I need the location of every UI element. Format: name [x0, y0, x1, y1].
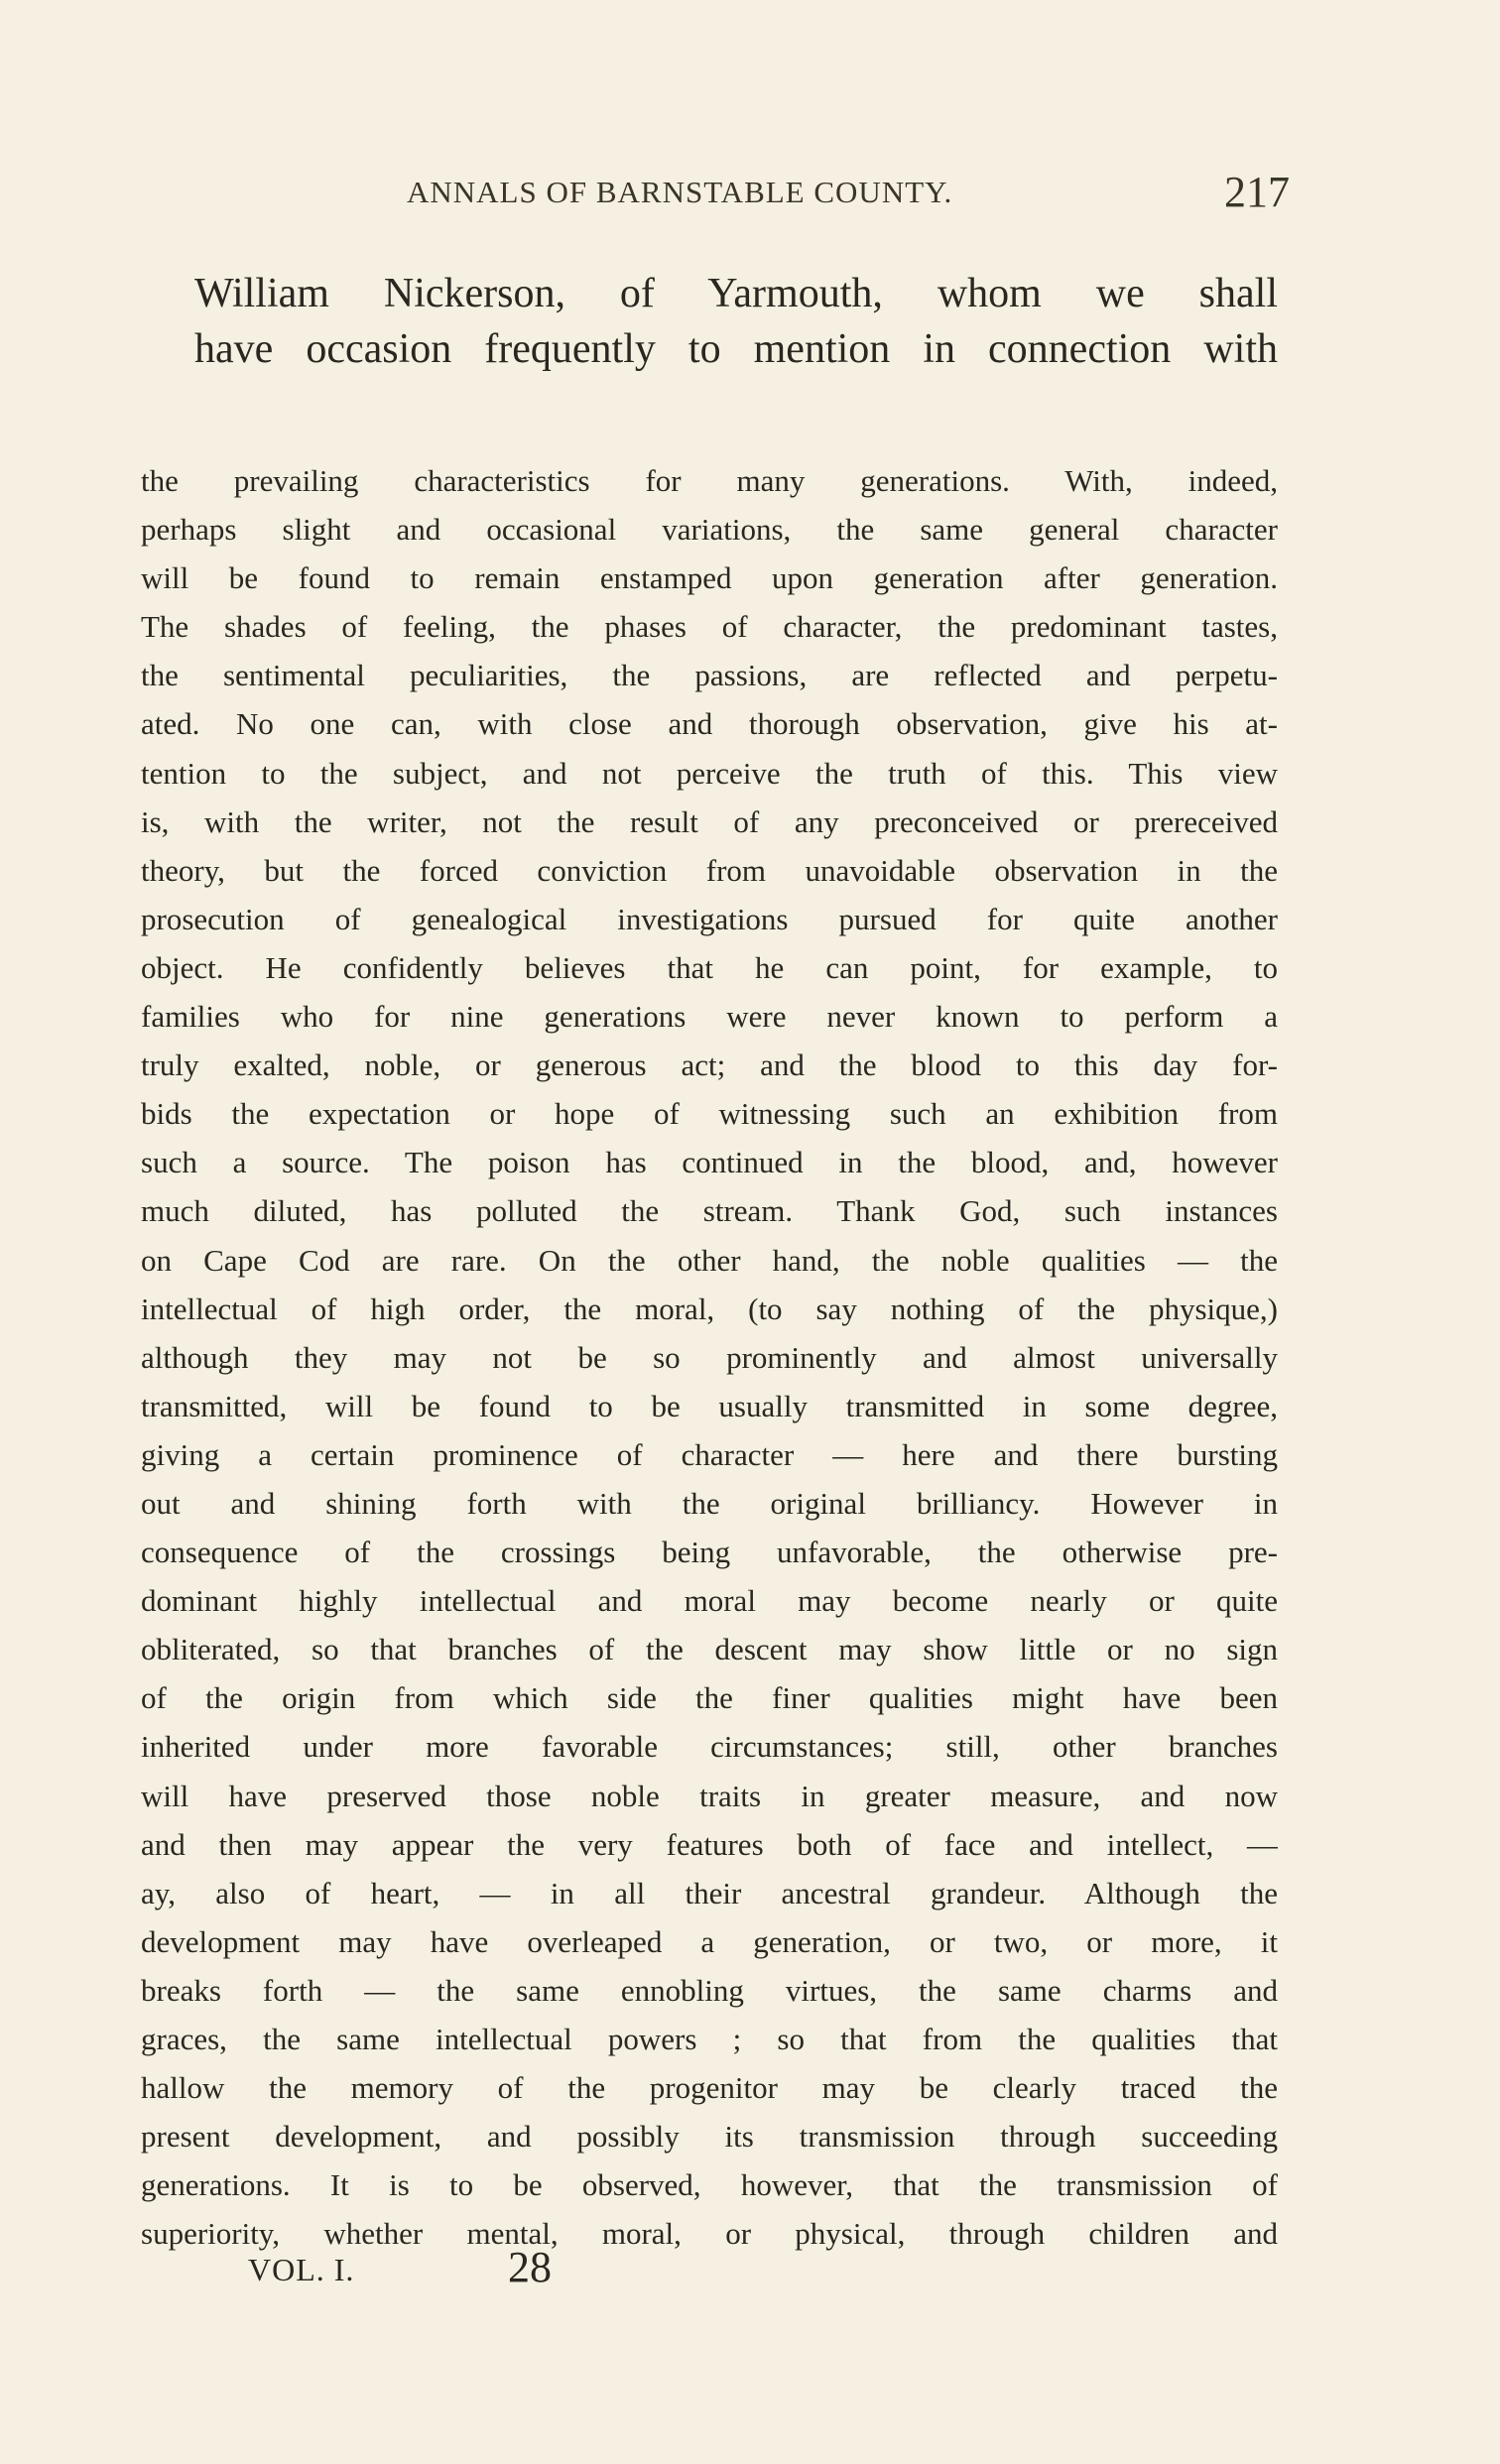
text-line: out and shining forth with the original brilliancy. However in [141, 1485, 1278, 1521]
sheet-number: 28 [508, 2243, 552, 2291]
text-line: development may have overleaped a generation, or two, or more, it [141, 1923, 1278, 1959]
text-line: will be found to remain enstamped upon generation after generation. [141, 560, 1278, 596]
page-header [407, 168, 1290, 220]
text-line: will have preserved those noble traits in greater measure, and now [141, 1778, 1278, 1813]
volume-signature: VOL. I. [248, 2252, 355, 2287]
text-line: inherited under more favorable circumstances; still, other branches [141, 1729, 1278, 1765]
text-line: superiority, whether mental, moral, or physical, through children and [141, 2216, 1278, 2252]
text-line: bids the expectation or hope of witnessing such an exhibition from [141, 1096, 1278, 1132]
text-line: theory, but the forced conviction from unavoidable observation in the [141, 852, 1278, 888]
text-line: object. He confidently believes that he can point, for example, to [141, 949, 1278, 985]
text-line: The shades of feeling, the phases of character, the predominant tastes, [141, 609, 1278, 645]
text-line: of the origin from which side the finer qualities might have been [141, 1680, 1278, 1716]
text-line: tention to the subject, and not perceive the truth of this. This view [141, 755, 1278, 791]
running-head: ANNALS OF BARNSTABLE COUNTY. [407, 175, 953, 209]
text-line: the prevailing characteristics for many generations. With, indeed, [141, 463, 1278, 498]
page-number: 217 [1224, 168, 1290, 216]
text-line: intellectual of high order, the moral, (to say nothing of the physique,) [141, 1291, 1278, 1326]
text-line: perhaps slight and occasional variations, the same general character [141, 512, 1278, 548]
intro-paragraph [194, 266, 1278, 377]
text-line: on Cape Cod are rare. On the other hand, the noble qualities — the [141, 1242, 1278, 1278]
page-footer [248, 2242, 843, 2301]
text-line: although they may not be so prominently and almost universally [141, 1339, 1278, 1375]
text-line: and then may appear the very features both of face and intellect, — [141, 1826, 1278, 1862]
text-line: dominant highly intellectual and moral may become nearly or quite [141, 1583, 1278, 1619]
text-line: graces, the same intellectual powers ; so that from the qualities that [141, 2022, 1278, 2056]
text-line: generations. It is to be observed, however, that the transmission of [141, 2167, 1278, 2203]
text-line: present development, and possibly its transmission through succeeding [141, 2119, 1278, 2155]
text-line: much diluted, has polluted the stream. Thank God, such instances [141, 1193, 1278, 1229]
text-line: ated. No one can, with close and thorough observation, give his at- [141, 706, 1278, 742]
text-line: consequence of the crossings being unfavorable, the otherwise pre- [141, 1535, 1278, 1570]
text-line: breaks forth — the same ennobling virtues, the same charms and [141, 1972, 1278, 2008]
text-line: giving a certain prominence of character — here and there bursting [141, 1436, 1278, 1472]
text-line: ay, also of heart, — in all their ancestral grandeur. Although the [141, 1875, 1278, 1910]
text-line: the sentimental peculiarities, the passions, are reflected and perpetu- [141, 658, 1278, 693]
text-line: prosecution of genealogical investigations pursued for quite another [141, 901, 1278, 936]
text-line: obliterated, so that branches of the descent may show little or no sign [141, 1632, 1278, 1667]
text-line: truly exalted, noble, or generous act; and the blood to this day for- [141, 1047, 1278, 1083]
body-paragraph [141, 456, 1278, 2258]
text-line: hallow the memory of the progenitor may be clearly traced the [141, 2070, 1278, 2106]
intro-line: William Nickerson, of Yarmouth, whom we shall [194, 271, 1278, 316]
text-line: such a source. The poison has continued in the blood, and, however [141, 1145, 1278, 1180]
text-line: transmitted, will be found to be usually transmitted in some degree, [141, 1388, 1278, 1423]
text-line: is, with the writer, not the result of any preconceived or prereceived [141, 803, 1278, 839]
intro-line: have occasion frequently to mention in connection with [194, 326, 1278, 372]
text-line: families who for nine generations were never known to perform a [141, 999, 1278, 1035]
